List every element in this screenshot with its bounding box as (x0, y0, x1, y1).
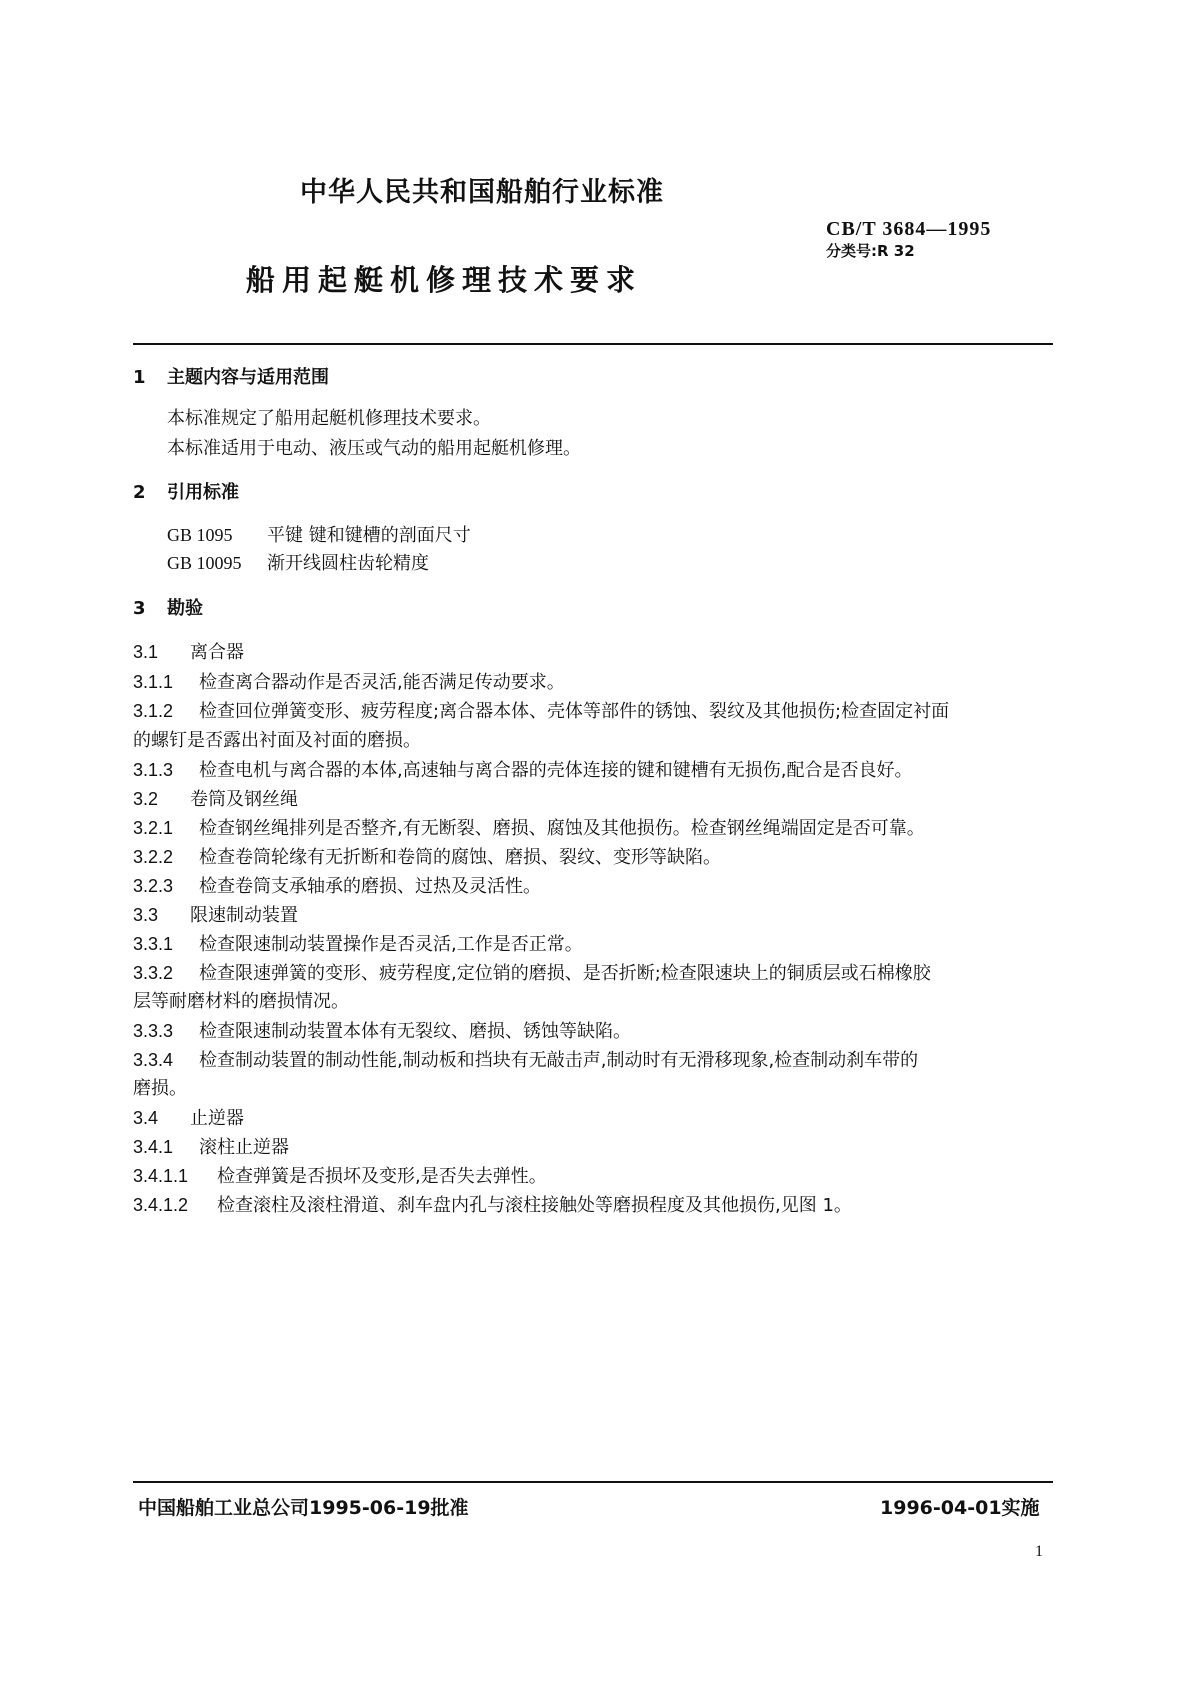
section-2-number: 2 (133, 482, 146, 503)
effective-date-note: 1996-04-01实施 (880, 1497, 1040, 1519)
clause-text: 离合器 (190, 642, 244, 663)
clause-number: 3.4.1.2 (133, 1195, 189, 1215)
national-standard-heading: 中华人民共和国船舶行业标准 (300, 177, 664, 208)
clause-text: 检查限速弹簧的变形、疲劳程度,定位销的磨损、是否折断;检查限速块上的铜质层或石棉橡胶 (199, 963, 931, 984)
footer-divider (133, 1481, 1053, 1483)
clause-line (133, 816, 925, 841)
clause-line (133, 1193, 852, 1218)
reference-code: GB 10095 (167, 553, 242, 573)
clause-line (133, 1164, 547, 1189)
reference-title: 平键 键和键槽的剖面尺寸 (267, 525, 471, 546)
header-divider (133, 343, 1053, 345)
clause-text: 检查限速制动装置本体有无裂纹、磨损、锈蚀等缺陷。 (199, 1021, 631, 1042)
clause-number: 3.1.3 (133, 760, 174, 780)
clause-line (133, 758, 912, 783)
clause-text: 止逆器 (190, 1108, 244, 1129)
section-2-heading (133, 481, 239, 505)
section-2-title: 引用标准 (167, 482, 239, 503)
clause-text: 卷筒及钢丝绳 (190, 789, 298, 810)
clause-line (133, 903, 298, 928)
clause-number: 3.3.1 (133, 934, 174, 954)
approval-note: 中国船舶工业总公司1995-06-19批准 (138, 1497, 469, 1519)
clause-line (133, 932, 583, 957)
clause-number: 3.4 (133, 1108, 159, 1128)
clause-number: 3.2.1 (133, 818, 174, 838)
clause-number: 3.3.2 (133, 963, 174, 983)
clause-text: 检查电机与离合器的本体,高速轴与离合器的壳体连接的键和键槽有无损伤,配合是否良好。 (199, 760, 913, 781)
clause-line (133, 1048, 918, 1073)
clause-continuation (133, 729, 421, 753)
clause-text: 检查限速制动装置操作是否灵活,工作是否正常。 (199, 934, 583, 955)
clause-text: 检查滚柱及滚柱滑道、刹车盘内孔与滚柱接触处等磨损程度及其他损伤,见图 1。 (217, 1195, 852, 1216)
section-1-paragraph-1: 本标准规定了船用起艇机修理技术要求。 (167, 408, 491, 429)
clause-text: 的螺钉是否露出衬面及衬面的磨损。 (133, 730, 421, 751)
clause-line (133, 961, 931, 986)
clause-text: 层等耐磨材料的磨损情况。 (133, 991, 349, 1012)
section-1-heading (133, 366, 329, 390)
clause-continuation (133, 990, 349, 1014)
clause-number: 3.1.2 (133, 701, 174, 721)
section-1-paragraph-2: 本标准适用于电动、液压或气动的船用起艇机修理。 (167, 438, 581, 459)
clause-number: 3.1.1 (133, 672, 174, 692)
clause-continuation (133, 1077, 187, 1101)
page-number: 1 (1035, 1543, 1043, 1560)
clause-number: 3.4.1 (133, 1137, 174, 1157)
clause-line (133, 640, 244, 665)
reference-item (167, 523, 471, 548)
clause-number: 3.3 (133, 905, 159, 925)
reference-item (167, 551, 429, 576)
clause-text: 检查离合器动作是否灵活,能否满足传动要求。 (199, 672, 565, 693)
clause-number: 3.2 (133, 789, 159, 809)
clause-text: 检查回位弹簧变形、疲劳程度;离合器本体、壳体等部件的锈蚀、裂纹及其他损伤;检查固定衬面 (199, 701, 950, 722)
standard-code: CB/T 3684—1995 (826, 218, 992, 240)
section-3-number: 3 (133, 598, 146, 619)
clause-text: 磨损。 (133, 1078, 187, 1099)
clause-number: 3.3.3 (133, 1021, 174, 1041)
clause-line (133, 699, 949, 724)
clause-number: 3.1 (133, 642, 159, 662)
clause-line (133, 1106, 244, 1131)
clause-line (133, 1135, 289, 1160)
clause-number: 3.2.2 (133, 847, 174, 867)
reference-title: 渐开线圆柱齿轮精度 (267, 553, 429, 574)
section-1-number: 1 (133, 367, 146, 388)
clause-number: 3.2.3 (133, 876, 174, 896)
clause-text: 检查卷筒支承轴承的磨损、过热及灵活性。 (199, 876, 541, 897)
clause-line (133, 845, 721, 870)
clause-text: 检查制动装置的制动性能,制动板和挡块有无敲击声,制动时有无滑移现象,检查制动刹车带的 (199, 1050, 919, 1071)
section-1-title: 主题内容与适用范围 (167, 367, 329, 388)
clause-text: 检查弹簧是否损坏及变形,是否失去弹性。 (217, 1166, 547, 1187)
clause-text: 检查卷筒轮缘有无折断和卷筒的腐蚀、磨损、裂纹、变形等缺陷。 (199, 847, 721, 868)
clause-text: 限速制动装置 (190, 905, 298, 926)
section-3-title: 勘验 (167, 598, 203, 619)
clause-line (133, 670, 565, 695)
clause-text: 检查钢丝绳排列是否整齐,有无断裂、磨损、腐蚀及其他损伤。检查钢丝绳端固定是否可靠。 (199, 818, 925, 839)
clause-number: 3.4.1.1 (133, 1166, 189, 1186)
document-title: 船用起艇机修理技术要求 (246, 263, 643, 297)
clause-line (133, 1019, 631, 1044)
clause-line (133, 787, 298, 812)
section-3-heading (133, 597, 203, 621)
reference-code: GB 1095 (167, 525, 233, 545)
clause-line (133, 874, 541, 899)
clause-text: 滚柱止逆器 (199, 1137, 289, 1158)
clause-number: 3.3.4 (133, 1050, 174, 1070)
classification-number: 分类号:R 32 (826, 242, 915, 260)
